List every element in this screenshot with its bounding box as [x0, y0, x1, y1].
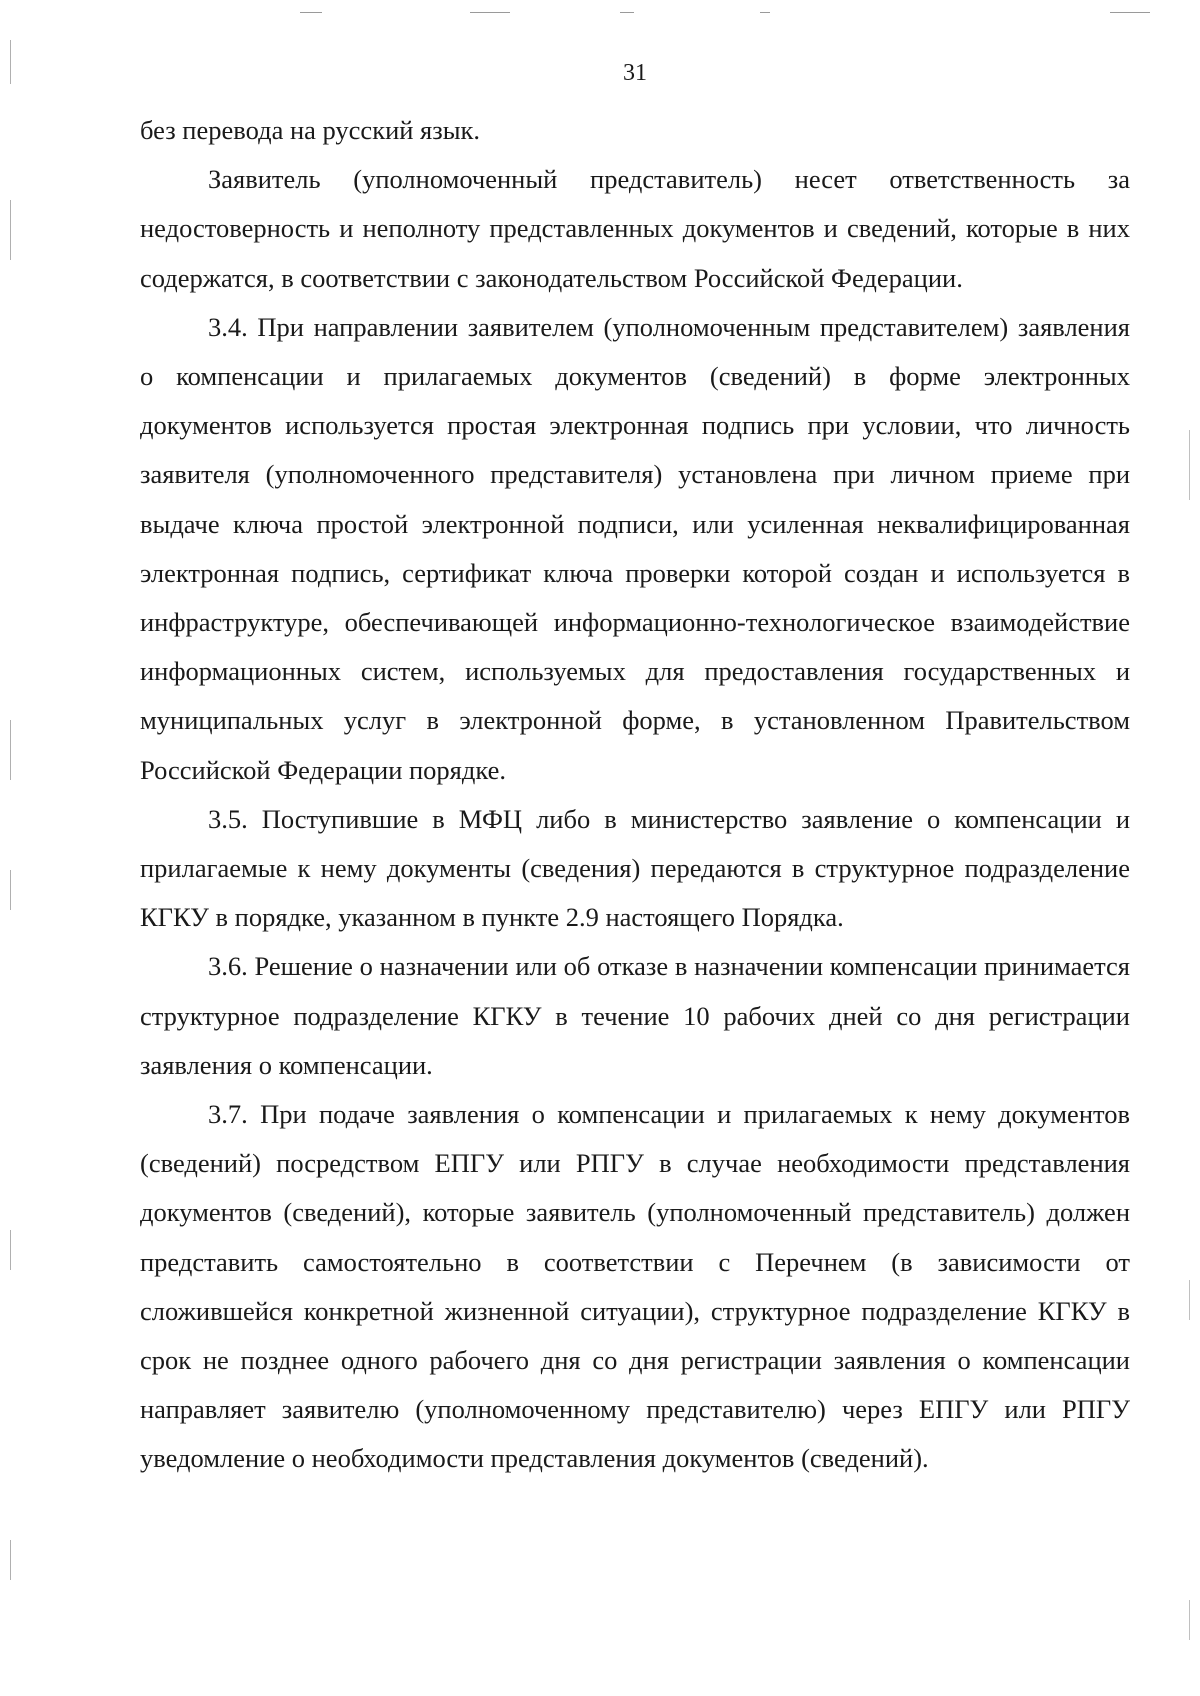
scan-edge-right [1189, 1280, 1190, 1320]
paragraph-3-7: 3.7. При подаче заявления о компенсации и прилагаемых к нему документов (сведений) посредством ЕПГУ или РПГУ в случае необходимости представления документов (сведений), которые заявитель (уполномоченный представитель) должен представить самостоятельно в соответствии с Перечнем (в зависимости от сложившейся конкретной жизненной ситуации), структурное подразделение КГКУ в срок не позднее одного рабочего дня со дня регистрации заявления о компенсации направляет заявителю (уполномоченному представителю) через ЕПГУ или РПГУ уведомление о необходимости представления документов (сведений). [140, 1099, 1130, 1474]
scan-artifact [620, 12, 634, 13]
scan-artifact [470, 12, 510, 13]
scan-artifact [1110, 12, 1150, 13]
paragraph-3-4: 3.4. При направлении заявителем (уполномоченным представителем) заявления о компенсации и прилагаемых документов (сведений) в форме электронных документов используется простая электронная подпись при условии, что личность заявителя (уполномоченного представителя) установлена при личном приеме при выдаче ключа простой электронной подписи, или усиленная неквалифицированная электронная подпись, сертификат ключа проверки которой создан и используется в инфраструктуре, обеспечивающей информационно-технологическое взаимодействие информационных систем, используемых для предоставления государственных и муниципальных услуг в электронной форме, в установленном Правительством Российской Федерации порядке. [140, 311, 1130, 785]
scan-edge-left [10, 1540, 11, 1580]
scan-edge-left [10, 720, 11, 780]
paragraph-3-6: 3.6. Решение о назначении или об отказе в назначении компенсации принимается структурное подразделение КГКУ в течение 10 рабочих дней со дня регистрации заявления о компенсации. [140, 951, 1130, 1080]
paragraph-responsibility: Заявитель (уполномоченный представитель) несет ответственность за недостоверность и неполноту представленных документов и сведений, которые в них содержатся, в соответствии с законодательством Российской Федерации. [140, 164, 1130, 293]
scan-edge-left [10, 1230, 11, 1270]
scan-edge-right [1189, 430, 1190, 500]
scan-edge-left [10, 870, 11, 910]
scan-edge-left [10, 200, 11, 260]
page-number: 31 [623, 60, 647, 86]
scan-artifact [760, 12, 770, 13]
scan-edge-right [1189, 1600, 1190, 1640]
scan-artifact [300, 12, 322, 13]
paragraph-continuation: без перевода на русский язык. [140, 115, 481, 145]
paragraph-3-5: 3.5. Поступившие в МФЦ либо в министерство заявление о компенсации и прилагаемые к нему документы (сведения) передаются в структурное подразделение КГКУ в порядке, указанном в пункте 2.9 настоящего Порядка. [140, 803, 1130, 933]
document-body [140, 106, 1130, 1484]
